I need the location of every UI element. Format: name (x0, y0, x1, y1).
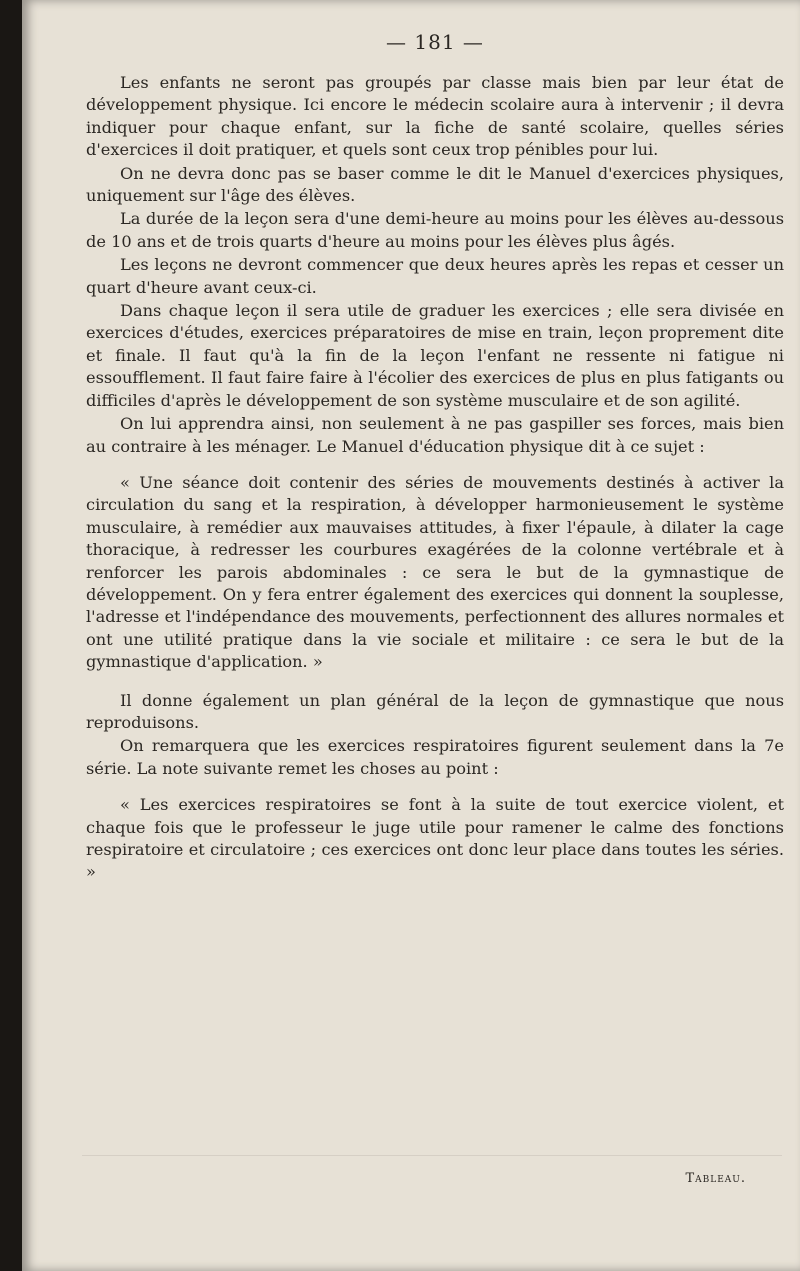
block-quote: « Une séance doit contenir des séries de mouvements destinés à activer la circulation du sang et la respiration, à développer harmonieusement le système musculaire, à remédier aux mauvaises attitudes, à fixer l'épaule, à dilater la cage thoracique, à redresser les courbures exagérées de la colonne vertébrale et à renforcer les parois abdominales : ce sera le but de la gymnastique de développement. On y fera entrer également des exercices qui donnent la souplesse, l'adresse et l'indépendance des mouvements, perfectionnent des allures normales et ont une utilité pratique dans la vie sociale et militaire : ce sera le but de la gymnastique d'application. » (86, 472, 784, 672)
paragraph: Il donne également un plan général de la leçon de gymnastique que nous reproduisons. (86, 690, 784, 732)
paragraph: La durée de la leçon sera d'une demi-heure au moins pour les élèves au-dessous de 10 ans et de trois quarts d'heure au moins pour les élèves plus âgés. (86, 209, 784, 251)
page-text-block (86, 30, 784, 900)
paragraph: On ne devra donc pas se baser comme le dit le Manuel d'exercices physiques, uniquement sur l'âge des élèves. (86, 163, 784, 206)
page-number: — 181 — (386, 30, 484, 54)
block-quote: « Les exercices respiratoires se font à la suite de tout exercice violent, et chaque fois que le professeur le juge utile pour ramener le calme des fonctions respiratoire et circulatoire ; ces exercices ont donc leur place dans toutes les séries. » (86, 795, 784, 882)
paragraph: Les leçons ne devront commencer que deux heures après les repas et cesser un quart d'heure avant ceux-ci. (86, 255, 784, 297)
catchword: Tableau. (685, 1171, 746, 1186)
paragraph: On remarquera que les exercices respiratoires figurent seulement dans la 7e série. La note suivante remet les choses au point : (86, 736, 784, 778)
page-bottom-rule (82, 1155, 782, 1156)
paragraph: Les enfants ne seront pas groupés par classe mais bien par leur état de développement physique. Ici encore le médecin scolaire aura à intervenir ; il devra indiquer pour chaque enfant, sur la fiche de santé scolaire, quelles séries d'exercices il doit pratiquer, et quels sont ceux trop pénibles pour lui. (86, 73, 784, 160)
paragraph: Dans chaque leçon il sera utile de graduer les exercices ; elle sera divisée en exercices d'études, exercices préparatoires de mise en train, leçon proprement dite et finale. Il faut qu'à la fin de la leçon l'enfant ne ressente ni fatigue ni essoufflement. Il faut faire faire à l'écolier des exercices de plus en plus fatigants ou difficiles d'après le développement de son système musculaire et de son agilité. (86, 301, 784, 410)
paragraph: On lui apprendra ainsi, non seulement à ne pas gaspiller ses forces, mais bien au contraire à les ménager. Le Manuel d'éducation physique dit à ce sujet : (86, 414, 784, 456)
book-page (22, 0, 800, 1271)
